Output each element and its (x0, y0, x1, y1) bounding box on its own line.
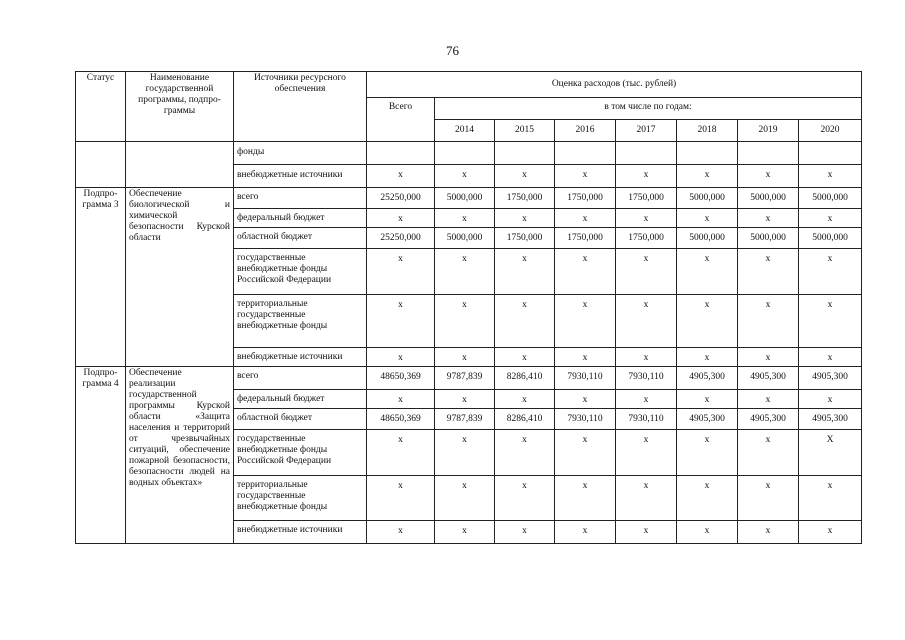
value-cell: 4905,300 (677, 409, 738, 430)
value-cell: x (435, 295, 495, 348)
value-cell: 1750,000 (616, 228, 677, 249)
source-cell: областной бюджет (234, 228, 367, 249)
value-cell: x (367, 165, 435, 188)
header-year: 2014 (435, 120, 495, 142)
source-cell: всего (234, 188, 367, 209)
value-cell: x (738, 348, 799, 367)
header-by-years: в том числе по годам: (435, 98, 862, 120)
value-cell: X (799, 430, 862, 476)
value-cell: x (677, 165, 738, 188)
value-cell: x (616, 209, 677, 228)
value-cell: 25250,000 (367, 188, 435, 209)
value-cell: x (495, 249, 555, 295)
value-cell: x (367, 390, 435, 409)
value-cell: 1750,000 (495, 188, 555, 209)
value-cell: 9787,839 (435, 409, 495, 430)
value-cell: x (677, 295, 738, 348)
value-cell: x (738, 390, 799, 409)
header-name: Наименование государственной программы, подпро-граммы (126, 72, 234, 142)
value-cell: x (616, 249, 677, 295)
value-cell: x (435, 165, 495, 188)
header-total: Всего (367, 98, 435, 142)
value-cell: x (616, 390, 677, 409)
value-cell: x (555, 476, 616, 521)
value-cell (495, 142, 555, 165)
name-cell-empty (126, 142, 234, 188)
value-cell: x (367, 521, 435, 544)
header-year: 2015 (495, 120, 555, 142)
value-cell: x (738, 430, 799, 476)
value-cell: 5000,000 (435, 228, 495, 249)
value-cell: 5000,000 (738, 228, 799, 249)
source-cell: территориальные государственные внебюджетные фонды (234, 295, 367, 348)
value-cell: x (555, 430, 616, 476)
value-cell: x (677, 348, 738, 367)
status-cell-empty (76, 142, 126, 188)
value-cell: x (738, 165, 799, 188)
source-cell: внебюджетные источники (234, 348, 367, 367)
value-cell: 5000,000 (435, 188, 495, 209)
value-cell: 8286,410 (495, 409, 555, 430)
value-cell: x (677, 521, 738, 544)
header-sources: Источники ресурсного обеспечения (234, 72, 367, 142)
value-cell: x (799, 521, 862, 544)
value-cell: 7930,110 (616, 367, 677, 390)
value-cell (799, 142, 862, 165)
value-cell: 1750,000 (555, 188, 616, 209)
status-cell: Подпро-грамма 4 (76, 367, 126, 544)
value-cell: x (799, 295, 862, 348)
header-year: 2017 (616, 120, 677, 142)
value-cell: x (435, 209, 495, 228)
value-cell: 7930,110 (616, 409, 677, 430)
budget-table (75, 71, 862, 544)
value-cell: x (677, 476, 738, 521)
value-cell: x (616, 348, 677, 367)
value-cell: x (677, 209, 738, 228)
value-cell: x (367, 295, 435, 348)
header-year: 2020 (799, 120, 862, 142)
header-year: 2018 (677, 120, 738, 142)
value-cell: x (738, 209, 799, 228)
status-cell: Подпро-грамма 3 (76, 188, 126, 367)
value-cell: x (435, 348, 495, 367)
source-cell: федеральный бюджет (234, 209, 367, 228)
table-header (76, 72, 862, 142)
value-cell: 4905,300 (677, 367, 738, 390)
value-cell: x (799, 249, 862, 295)
value-cell: x (435, 476, 495, 521)
value-cell (367, 142, 435, 165)
value-cell: x (555, 521, 616, 544)
value-cell: x (616, 295, 677, 348)
value-cell (677, 142, 738, 165)
value-cell: x (555, 209, 616, 228)
table-row (76, 367, 862, 390)
value-cell: x (616, 165, 677, 188)
value-cell: x (738, 521, 799, 544)
value-cell: x (435, 521, 495, 544)
value-cell (738, 142, 799, 165)
value-cell: 9787,839 (435, 367, 495, 390)
value-cell: x (677, 430, 738, 476)
value-cell: 5000,000 (799, 228, 862, 249)
value-cell: x (738, 476, 799, 521)
source-cell: территориальные государственные внебюджетные фонды (234, 476, 367, 521)
value-cell: x (495, 348, 555, 367)
source-cell: внебюджетные источники (234, 521, 367, 544)
value-cell: x (555, 295, 616, 348)
value-cell: 8286,410 (495, 367, 555, 390)
table-row (76, 188, 862, 209)
value-cell: x (616, 476, 677, 521)
header-status: Статус (76, 72, 126, 142)
value-cell: x (435, 249, 495, 295)
header-year: 2019 (738, 120, 799, 142)
value-cell: x (555, 390, 616, 409)
source-cell: государственные внебюджетные фонды Российской Федерации (234, 430, 367, 476)
value-cell: 1750,000 (616, 188, 677, 209)
value-cell: x (367, 430, 435, 476)
value-cell: x (495, 295, 555, 348)
value-cell: 1750,000 (555, 228, 616, 249)
value-cell (555, 142, 616, 165)
value-cell: x (495, 476, 555, 521)
header-year: 2016 (555, 120, 616, 142)
value-cell: x (799, 209, 862, 228)
header-estimate: Оценка расходов (тыс. рублей) (367, 72, 862, 98)
source-cell: федеральный бюджет (234, 390, 367, 409)
source-cell: внебюджетные источники (234, 165, 367, 188)
value-cell: x (738, 295, 799, 348)
source-cell: государственные внебюджетные фонды Российской Федерации (234, 249, 367, 295)
value-cell: 5000,000 (677, 188, 738, 209)
value-cell: 4905,300 (738, 367, 799, 390)
page-number: 76 (446, 43, 459, 58)
table-body (76, 142, 862, 544)
program-name-cell: Обеспечение реализации государственной программы Курской области «Защита населения и территорий от чрезвычайных ситуаций, обеспечение пожарной безопасности, безопасности людей на водных объектах» (126, 367, 234, 544)
value-cell: 48650,369 (367, 409, 435, 430)
source-cell: областной бюджет (234, 409, 367, 430)
table-row (76, 142, 862, 165)
value-cell: x (367, 476, 435, 521)
value-cell: 7930,110 (555, 367, 616, 390)
value-cell: 4905,300 (799, 367, 862, 390)
value-cell: x (495, 430, 555, 476)
value-cell: x (367, 249, 435, 295)
value-cell (435, 142, 495, 165)
value-cell: x (799, 165, 862, 188)
value-cell: 5000,000 (677, 228, 738, 249)
value-cell: x (435, 430, 495, 476)
value-cell: x (495, 209, 555, 228)
value-cell: x (677, 249, 738, 295)
value-cell: x (555, 348, 616, 367)
value-cell: x (799, 390, 862, 409)
source-cell: фонды (234, 142, 367, 165)
value-cell: x (435, 390, 495, 409)
value-cell: x (738, 249, 799, 295)
value-cell: x (495, 165, 555, 188)
value-cell: 25250,000 (367, 228, 435, 249)
program-name-cell: Обеспечение биологической и химической безопасности Курской области (126, 188, 234, 367)
value-cell: 4905,300 (799, 409, 862, 430)
value-cell: x (616, 430, 677, 476)
source-cell: всего (234, 367, 367, 390)
value-cell: 4905,300 (738, 409, 799, 430)
value-cell: x (799, 348, 862, 367)
value-cell: x (367, 348, 435, 367)
value-cell: 5000,000 (799, 188, 862, 209)
value-cell: x (495, 390, 555, 409)
value-cell: x (555, 249, 616, 295)
value-cell: x (495, 521, 555, 544)
value-cell: x (677, 390, 738, 409)
value-cell (616, 142, 677, 165)
value-cell: 48650,369 (367, 367, 435, 390)
value-cell: 5000,000 (738, 188, 799, 209)
value-cell: x (555, 165, 616, 188)
value-cell: 1750,000 (495, 228, 555, 249)
value-cell: 7930,110 (555, 409, 616, 430)
value-cell: x (799, 476, 862, 521)
value-cell: x (616, 521, 677, 544)
value-cell: x (367, 209, 435, 228)
